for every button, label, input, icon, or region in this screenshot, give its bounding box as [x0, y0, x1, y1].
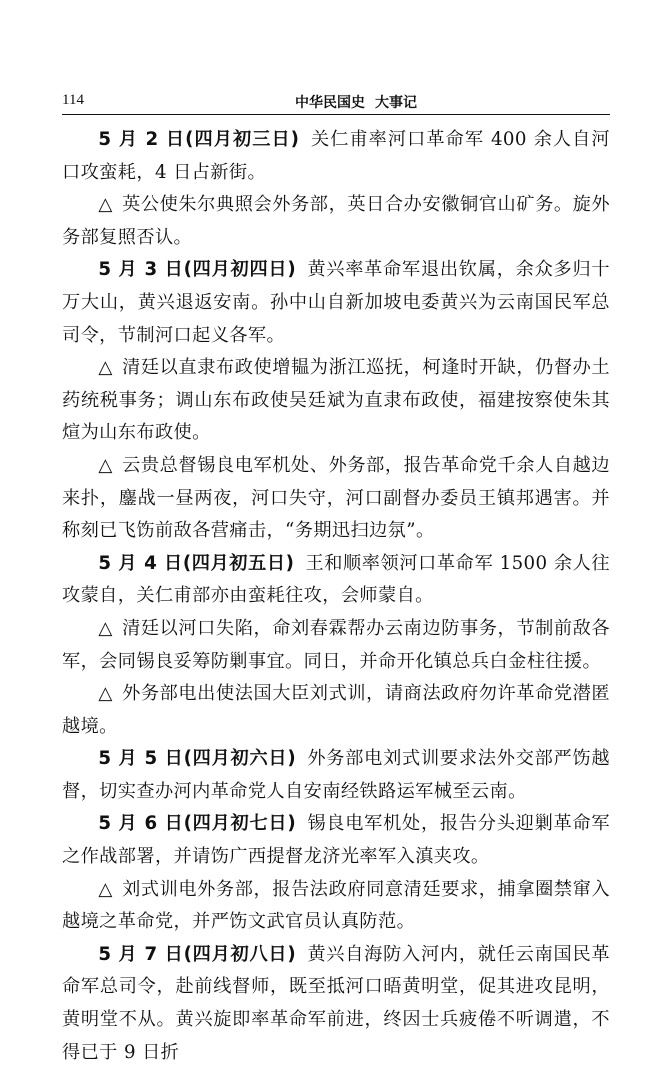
bullet-entry	[62, 678, 610, 743]
entry-date: 5 月 7 日(四月初八日)	[98, 943, 297, 965]
dated-entry	[62, 254, 610, 352]
entry-date: 5 月 2 日(四月初三日)	[98, 129, 300, 150]
entry-date: 5 月 3 日(四月初四日)	[98, 259, 297, 281]
book-title: 中华民国史	[295, 95, 365, 111]
entry-text: 外务部电刘式训要求法外交部严饬越督，切实查办河内革命党人自安南经铁路运军械至云南。	[62, 748, 611, 802]
bullet-entry	[62, 874, 610, 939]
dated-entry	[62, 548, 610, 613]
entry-date: 5 月 4 日(四月初五日)	[98, 552, 295, 574]
entry-text: 外务部电出使法国大臣刘式训，请商法政府勿许革命党潜匿越境。	[62, 683, 610, 737]
bullet-entry	[62, 613, 610, 678]
entry-text: 黄兴率革命军退出钦属，余众多归十万大山，黄兴退返安南。孙中山自新加坡电委黄兴为云南国民军总司令，节制河口起义各军。	[62, 259, 611, 346]
chronicle-text	[62, 124, 610, 1069]
entry-text: 关仁甫率河口革命军 400 余人自河口攻蛮耗，4 日占新街。	[62, 129, 610, 183]
entry-text: 锡良电军机处，报告分头迎剿革命军之作战部署，并请饬广西提督龙济光率军入滇夹攻。	[62, 813, 611, 868]
entry-date: 5 月 6 日(四月初七日)	[98, 813, 297, 835]
dated-entry	[62, 124, 610, 189]
triangle-marker: △	[98, 683, 113, 705]
section-title: 大事记	[375, 95, 417, 111]
triangle-marker: △	[98, 454, 113, 476]
bullet-entry	[62, 352, 610, 450]
entry-date: 5 月 5 日(四月初六日)	[98, 748, 297, 770]
entry-text: 王和顺率领河口革命军 1500 余人往攻蒙自，关仁甫部亦由蛮耗往攻，会师蒙自。	[62, 552, 611, 607]
triangle-marker: △	[98, 357, 113, 379]
page-number: 114	[62, 92, 84, 108]
triangle-marker: △	[98, 617, 113, 639]
entry-text: 刘式训电外务部，报告法政府同意清廷要求，捕拿圈禁窜入越境之革命党，并严饬文武官员认真防范。	[62, 878, 610, 933]
entry-text: 黄兴自海防入河内，就任云南国民革命军总司令，赴前线督师，既至抵河口晤黄明堂，促其进攻昆明，黄明堂不从。黄兴旋即率革命军前进，终因士兵疲倦不听调遣，不得已于 9 日折	[62, 943, 611, 1063]
page-header	[62, 92, 610, 115]
running-title	[62, 92, 610, 112]
bullet-entry	[62, 189, 610, 254]
triangle-marker: △	[98, 878, 113, 900]
dated-entry	[62, 939, 610, 1069]
entry-text: 清廷以河口失陷，命刘春霖帮办云南边防事务，节制前敌各军，会同锡良妥筹防剿事宜。同日，并命开化镇总兵白金柱往援。	[62, 617, 610, 672]
entry-text: 清廷以直隶布政使增韫为浙江巡抚，柯逢时开缺，仍督办土药统税事务；调山东布政使吴廷斌为直隶布政使，福建按察使朱其煊为山东布政使。	[62, 357, 610, 444]
dated-entry	[62, 743, 610, 808]
bullet-entry	[62, 450, 610, 548]
dated-entry	[62, 808, 610, 873]
triangle-marker: △	[98, 194, 113, 216]
entry-text: 云贵总督锡良电军机处、外务部，报告革命党千余人自越边来扑，鏖战一昼两夜，河口失守，河口副督办委员王镇邦遇害。并称刻已飞饬前敌各营痛击，“务期迅扫边氛”。	[62, 454, 610, 542]
entry-text: 英公使朱尔典照会外务部，英日合办安徽铜官山矿务。旋外务部复照否认。	[62, 194, 610, 248]
